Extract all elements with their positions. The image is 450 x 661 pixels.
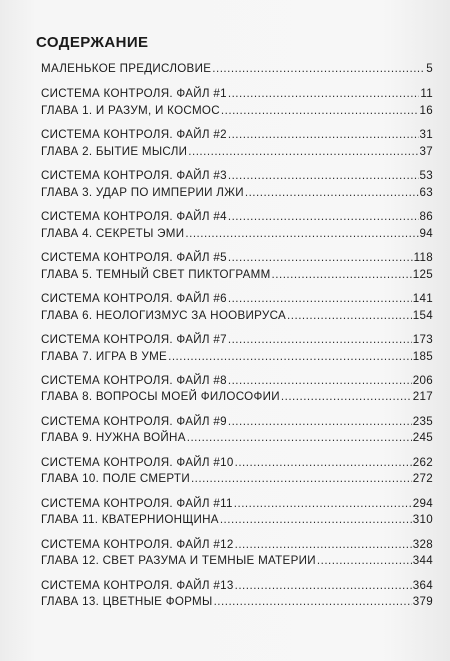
toc-entry-page: 185 xyxy=(412,349,433,363)
toc-entry-file[interactable] xyxy=(41,414,433,430)
toc-heading: СОДЕРЖАНИЕ xyxy=(36,34,149,51)
toc-entry-preface[interactable] xyxy=(41,61,433,77)
dot-leader xyxy=(187,430,412,446)
toc-entry-title: СИСТЕМА КОНТРОЛЯ. ФАЙЛ #11 xyxy=(41,497,233,511)
toc-entry-title: СИСТЕМА КОНТРОЛЯ. ФАЙЛ #10 xyxy=(41,456,234,470)
toc-entry-chapter[interactable] xyxy=(41,144,433,160)
toc-entry-page: 37 xyxy=(419,144,433,158)
toc-entry-page: 63 xyxy=(419,185,433,199)
toc-group xyxy=(41,86,433,119)
toc-group xyxy=(41,250,433,283)
toc-entry-file[interactable] xyxy=(41,127,433,143)
dot-leader xyxy=(235,455,412,471)
toc-entry-page: 125 xyxy=(412,267,433,281)
toc-entry-title: СИСТЕМА КОНТРОЛЯ. ФАЙЛ #4 xyxy=(41,210,227,224)
dot-leader xyxy=(287,308,412,324)
toc-groups xyxy=(41,86,433,610)
dot-leader xyxy=(188,144,418,160)
toc-entry-title: ГЛАВА 13. ЦВЕТНЫЕ ФОРМЫ xyxy=(41,595,213,609)
toc-entry-title: СИСТЕМА КОНТРОЛЯ. ФАЙЛ #3 xyxy=(41,169,227,183)
toc-entry-title: ГЛАВА 4. СЕКРЕТЫ ЭМИ xyxy=(41,226,185,240)
dot-leader xyxy=(228,332,412,348)
toc-entry-file[interactable] xyxy=(41,332,433,348)
toc-entry-title: СИСТЕМА КОНТРОЛЯ. ФАЙЛ #13 xyxy=(41,579,234,593)
toc-entry-title: ГЛАВА 7. ИГРА В УМЕ xyxy=(41,349,168,363)
toc-group xyxy=(41,291,433,324)
toc-entry-chapter[interactable] xyxy=(41,553,433,569)
toc-entry-page: 245 xyxy=(412,431,433,445)
toc-entry-chapter[interactable] xyxy=(41,512,433,528)
toc-entry-page: 94 xyxy=(419,226,433,240)
toc-entry-title: ГЛАВА 10. ПОЛЕ СМЕРТИ xyxy=(41,472,190,486)
toc-entry-title: СИСТЕМА КОНТРОЛЯ. ФАЙЛ #9 xyxy=(41,415,227,429)
dot-leader xyxy=(228,291,412,307)
toc-entry-title: СИСТЕМА КОНТРОЛЯ. ФАЙЛ #5 xyxy=(41,251,227,265)
toc-entry-page: 53 xyxy=(419,169,433,183)
toc-group xyxy=(41,578,433,611)
toc-entry-page: 344 xyxy=(412,554,433,568)
toc-entry-title: ГЛАВА 8. ВОПРОСЫ МОЕЙ ФИЛОСОФИИ xyxy=(41,390,280,404)
dot-leader xyxy=(220,512,412,528)
toc-entry-chapter[interactable] xyxy=(41,185,433,201)
toc-entry-chapter[interactable] xyxy=(41,308,433,324)
toc-entry-title: ГЛАВА 1. И РАЗУМ, И КОСМОС xyxy=(41,103,220,117)
dot-leader xyxy=(235,537,412,553)
toc-entry-title: СИСТЕМА КОНТРОЛЯ. ФАЙЛ #12 xyxy=(41,538,234,552)
toc-entry-title: ГЛАВА 12. СВЕТ РАЗУМА И ТЕМНЫЕ МАТЕРИИ xyxy=(41,554,316,568)
toc-entry-chapter[interactable] xyxy=(41,389,433,405)
toc-entry-file[interactable] xyxy=(41,373,433,389)
toc-entry-page: 235 xyxy=(412,415,433,429)
toc-entry-page: 86 xyxy=(419,210,433,224)
toc-entry-title: ГЛАВА 9. НУЖНА ВОЙНА xyxy=(41,431,186,445)
toc-group xyxy=(41,496,433,529)
toc-group xyxy=(41,373,433,406)
dot-leader xyxy=(228,127,419,143)
toc-entry-title: ГЛАВА 5. ТЕМНЫЙ СВЕТ ПИКТОГРАММ xyxy=(41,267,271,281)
toc-entry-file[interactable] xyxy=(41,168,433,184)
toc-entry-page: 206 xyxy=(412,374,433,388)
dot-leader xyxy=(228,414,412,430)
toc-entry-title: СИСТЕМА КОНТРОЛЯ. ФАЙЛ #8 xyxy=(41,374,227,388)
toc-entry-chapter[interactable] xyxy=(41,103,433,119)
dot-leader xyxy=(228,250,413,266)
toc-entry-title: СИСТЕМА КОНТРОЛЯ. ФАЙЛ #7 xyxy=(41,333,227,347)
dot-leader xyxy=(221,103,419,119)
toc-entry-title: СИСТЕМА КОНТРОЛЯ. ФАЙЛ #1 xyxy=(41,87,227,101)
dot-leader xyxy=(281,389,412,405)
toc-group xyxy=(41,537,433,570)
dot-leader xyxy=(228,86,420,102)
dot-leader xyxy=(317,553,412,569)
dot-leader xyxy=(245,185,419,201)
toc-entry-page: 272 xyxy=(412,472,433,486)
toc-entry-page: 364 xyxy=(412,579,433,593)
dot-leader xyxy=(228,209,419,225)
toc-group xyxy=(41,127,433,160)
toc-group xyxy=(41,332,433,365)
dot-leader xyxy=(185,226,418,242)
toc-entry-chapter[interactable] xyxy=(41,430,433,446)
dot-leader xyxy=(228,168,419,184)
toc-entry-file[interactable] xyxy=(41,250,433,266)
toc-entry-file[interactable] xyxy=(41,86,433,102)
toc-entry-title: СИСТЕМА КОНТРОЛЯ. ФАЙЛ #6 xyxy=(41,292,227,306)
toc-entry-file[interactable] xyxy=(41,578,433,594)
dot-leader xyxy=(228,373,412,389)
toc-entry-page: 154 xyxy=(412,308,433,322)
dot-leader xyxy=(212,61,425,77)
toc-entry-page: 173 xyxy=(412,333,433,347)
toc-entry-file[interactable] xyxy=(41,455,433,471)
toc-entry-title: ГЛАВА 2. БЫТИЕ МЫСЛИ xyxy=(41,144,188,158)
toc-entry-file[interactable] xyxy=(41,291,433,307)
toc-entry-page: 11 xyxy=(420,87,433,101)
dot-leader xyxy=(234,496,412,512)
toc-entry-page: 310 xyxy=(412,513,433,527)
dot-leader xyxy=(214,594,412,610)
toc-entry-file[interactable] xyxy=(41,496,433,512)
toc-entry-chapter[interactable] xyxy=(41,267,433,283)
dot-leader xyxy=(168,349,412,365)
toc-entry-title: ГЛАВА 11. КВАТЕРНИОНЩИНА xyxy=(41,513,219,527)
toc-entry-page: 31 xyxy=(419,128,433,142)
toc-entry-chapter[interactable] xyxy=(41,594,433,610)
toc-entry-page: 16 xyxy=(419,103,433,117)
toc-entry-page: 294 xyxy=(412,497,433,511)
toc-entry-page: 5 xyxy=(426,62,433,75)
toc-entry-file[interactable] xyxy=(41,209,433,225)
dot-leader xyxy=(272,267,412,283)
toc-entry-page: 141 xyxy=(412,292,433,306)
toc-entry-page: 118 xyxy=(413,251,433,265)
toc-entry-chapter[interactable] xyxy=(41,226,433,242)
dot-leader xyxy=(191,471,412,487)
table-of-contents xyxy=(41,61,433,619)
toc-entry-page: 262 xyxy=(412,456,433,470)
toc-entry-chapter[interactable] xyxy=(41,349,433,365)
toc-group xyxy=(41,168,433,201)
dot-leader xyxy=(235,578,412,594)
toc-entry-file[interactable] xyxy=(41,537,433,553)
toc-entry-page: 328 xyxy=(412,538,433,552)
toc-entry-page: 217 xyxy=(412,390,433,404)
toc-group xyxy=(41,209,433,242)
toc-entry-title: ГЛАВА 6. НЕОЛОГИЗМУС ЗА НООВИРУСА xyxy=(41,308,287,322)
toc-entry-chapter[interactable] xyxy=(41,471,433,487)
toc-group xyxy=(41,455,433,488)
toc-entry-title: СИСТЕМА КОНТРОЛЯ. ФАЙЛ #2 xyxy=(41,128,227,142)
toc-entry-title: ГЛАВА 3. УДАР ПО ИМПЕРИИ ЛЖИ xyxy=(41,185,244,199)
toc-entry-page: 379 xyxy=(412,595,433,609)
toc-entry-title: МАЛЕНЬКОЕ ПРЕДИСЛОВИЕ xyxy=(41,62,212,75)
toc-group xyxy=(41,414,433,447)
